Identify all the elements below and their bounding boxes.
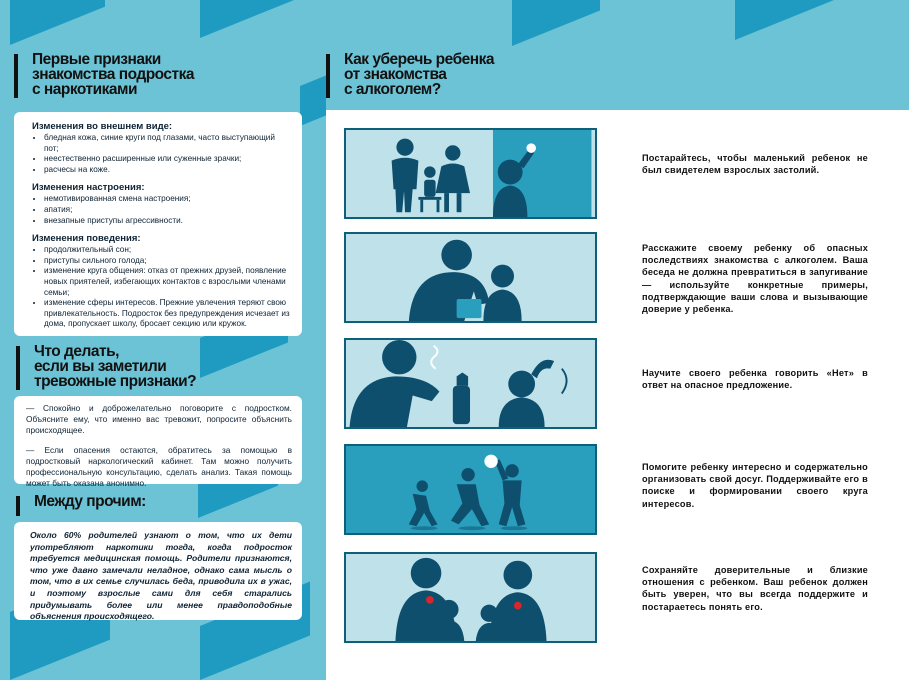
- illustration-family: [346, 554, 595, 641]
- signs-box: [14, 112, 302, 336]
- heading-what-to-do: [34, 344, 196, 389]
- list-item: • продолжительный сон;: [44, 245, 292, 256]
- heading-line: с алкоголем?: [344, 81, 441, 98]
- decor-stripe: [200, 0, 300, 38]
- section-title: Изменения настроения:: [32, 182, 145, 194]
- illustration-adults-drinking: [346, 130, 595, 217]
- tip-text: Сохраняйте доверительные и близкие отношения с ребенком. Ваш ребенок должен быть уверен, что вы всегда поддержите и постараетесь понять его.: [642, 565, 868, 612]
- list-item: • приступы сильного голода;: [44, 256, 292, 267]
- heading-line: Между прочим:: [34, 493, 146, 510]
- heading-drug-signs: [32, 52, 194, 97]
- heading-line: Как уберечь ребенка: [344, 51, 495, 68]
- heading-line: Первые признаки: [32, 51, 161, 68]
- illustration-panel: [344, 444, 597, 535]
- heading-line: тревожные признаки?: [34, 373, 197, 390]
- illustration-kids-playing: [346, 446, 595, 533]
- list-item: • немотивированная смена настроения;: [44, 194, 292, 205]
- decor-stripe: [10, 0, 105, 45]
- tip-text: Расскажите своему ребенку об опасных последствиях знакомства с алкоголем. Ваша беседа не должна превратиться в запугивание — используйте конкретные примеры, подтверждающие ваши слова и вызывающие доверие у ребенка.: [642, 243, 868, 315]
- tip-text: Помогите ребенку интересно и содержательно организовать свой досуг. Поддерживайте его в поиске и формировании своего круга интересов.: [642, 462, 868, 509]
- list-item: • внезапные приступы агрессивности.: [44, 216, 292, 227]
- note-box: [14, 522, 302, 620]
- sign-section: [32, 121, 292, 175]
- actions-box: [14, 396, 302, 489]
- heading-protect-child: [344, 52, 494, 97]
- heading-line: с наркотиками: [32, 81, 138, 98]
- action-paragraph: — Спокойно и доброжелательно поговорите с подростком. Объясните ему, что именно вас тревожит, попросите объяснить происходящее.: [26, 403, 292, 436]
- heading-by-the-way: [34, 494, 146, 509]
- illustration-panel: [344, 128, 597, 219]
- illustration-panel: [344, 232, 597, 323]
- tip-text: Постарайтесь, чтобы маленький ребенок не был свидетелем взрослых застолий.: [642, 153, 868, 176]
- tip-text: Научите своего ребенка говорить «Нет» в ответ на опасное предложение.: [642, 368, 868, 391]
- section-title: Изменения поведения:: [32, 233, 141, 245]
- illustration-saying-no: [346, 340, 595, 427]
- list-item: • расчесы на коже.: [44, 165, 292, 176]
- heading-line: Что делать,: [34, 343, 119, 360]
- action-paragraph: — Если опасения остаются, обратитесь за помощью в подростковый наркологический кабинет. Там можно получить профессиональную консультацию, сделать анализ. Такая помощь может быть оказана анонимно.: [26, 444, 292, 489]
- illustration-parent-talking: [346, 234, 595, 321]
- sign-section: [32, 233, 292, 330]
- heading-line: знакомства подростка: [32, 66, 195, 83]
- heading-line: если вы заметили: [34, 358, 167, 375]
- list-item: • изменение круга общения: отказ от прежних друзей, появление новых приятелей, избегающих контактов с взрослыми членами семьи;: [44, 266, 292, 298]
- illustration-panel: [344, 552, 597, 643]
- list-item: • бледная кожа, синие круги под глазами, часто выступающий пот;: [44, 133, 292, 154]
- sign-section: [32, 182, 292, 226]
- section-title: Изменения во внешнем виде:: [32, 121, 173, 132]
- decor-stripe: [300, 75, 326, 126]
- illustration-panel: [344, 338, 597, 429]
- list-item: • изменение сферы интересов. Прежние увлечения теряют свою привлекательность. Подросток без предупреждения исчезает из дома, пропускает школу, бросает секцию или кружок.: [44, 298, 292, 330]
- list-item: • апатия;: [44, 205, 292, 216]
- decor-stripe: [512, 0, 600, 46]
- note-text: Около 60% родителей узнают о том, что их дети употребляют наркотики тогда, когда подросток требуется медицинская помощь. Родители признаются, что уже давно замечали неладное, однако сама мысль о том, что в их семье случилась беда, приводила их в ужас, и поэтому взрослые сами для себя старались придумывать более или менее правдоподобные объяснения происходящего.: [30, 530, 292, 622]
- heading-line: от знакомства: [344, 66, 447, 83]
- decor-stripe: [735, 0, 845, 40]
- list-item: • неестественно расширенные или суженные зрачки;: [44, 154, 292, 165]
